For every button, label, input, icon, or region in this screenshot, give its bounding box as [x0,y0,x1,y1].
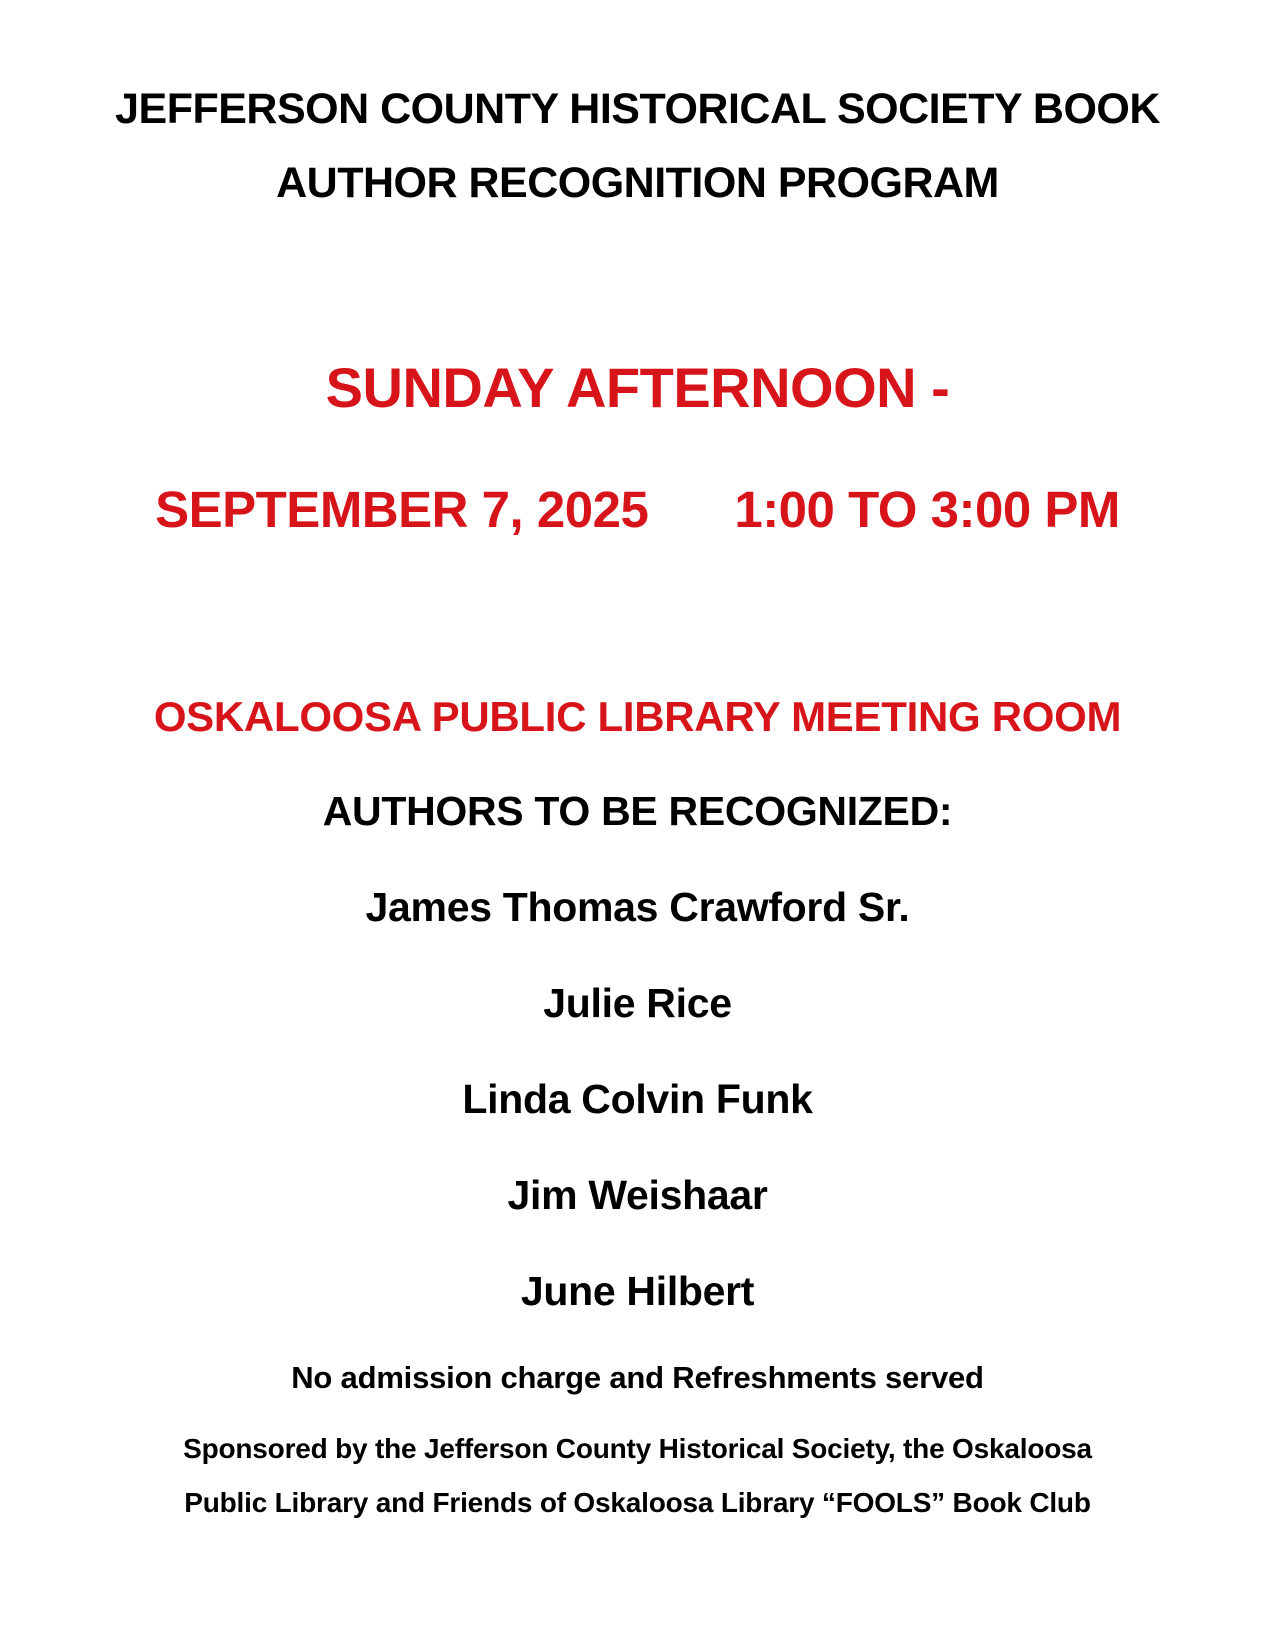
author-name: James Thomas Crawford Sr. [365,884,910,930]
author-name: Julie Rice [543,980,732,1026]
sponsor-line-2: Public Library and Friends of Oskaloosa Library “FOOLS” Book Club [184,1487,1091,1518]
author-name: June Hilbert [520,1268,755,1314]
event-date-time-row [0,481,1275,538]
event-date: SEPTEMBER 7, 2025 [155,481,649,538]
author-name: Linda Colvin Funk [462,1076,813,1122]
event-day: SUNDAY AFTERNOON - [325,356,950,419]
event-venue: OSKALOOSA PUBLIC LIBRARY MEETING ROOM [153,693,1122,740]
document-title-line-2: AUTHOR RECOGNITION PROGRAM [276,159,999,207]
authors-heading: AUTHORS TO BE RECOGNIZED: [322,788,953,834]
author-name: Jim Weishaar [507,1172,768,1218]
document-title-line-1: JEFFERSON COUNTY HISTORICAL SOCIETY BOOK [115,85,1160,133]
event-time: 1:00 TO 3:00 PM [734,481,1120,538]
sponsor-line-1: Sponsored by the Jefferson County Historical Society, the Oskaloosa [183,1433,1092,1464]
admission-note: No admission charge and Refreshments served [291,1360,984,1395]
